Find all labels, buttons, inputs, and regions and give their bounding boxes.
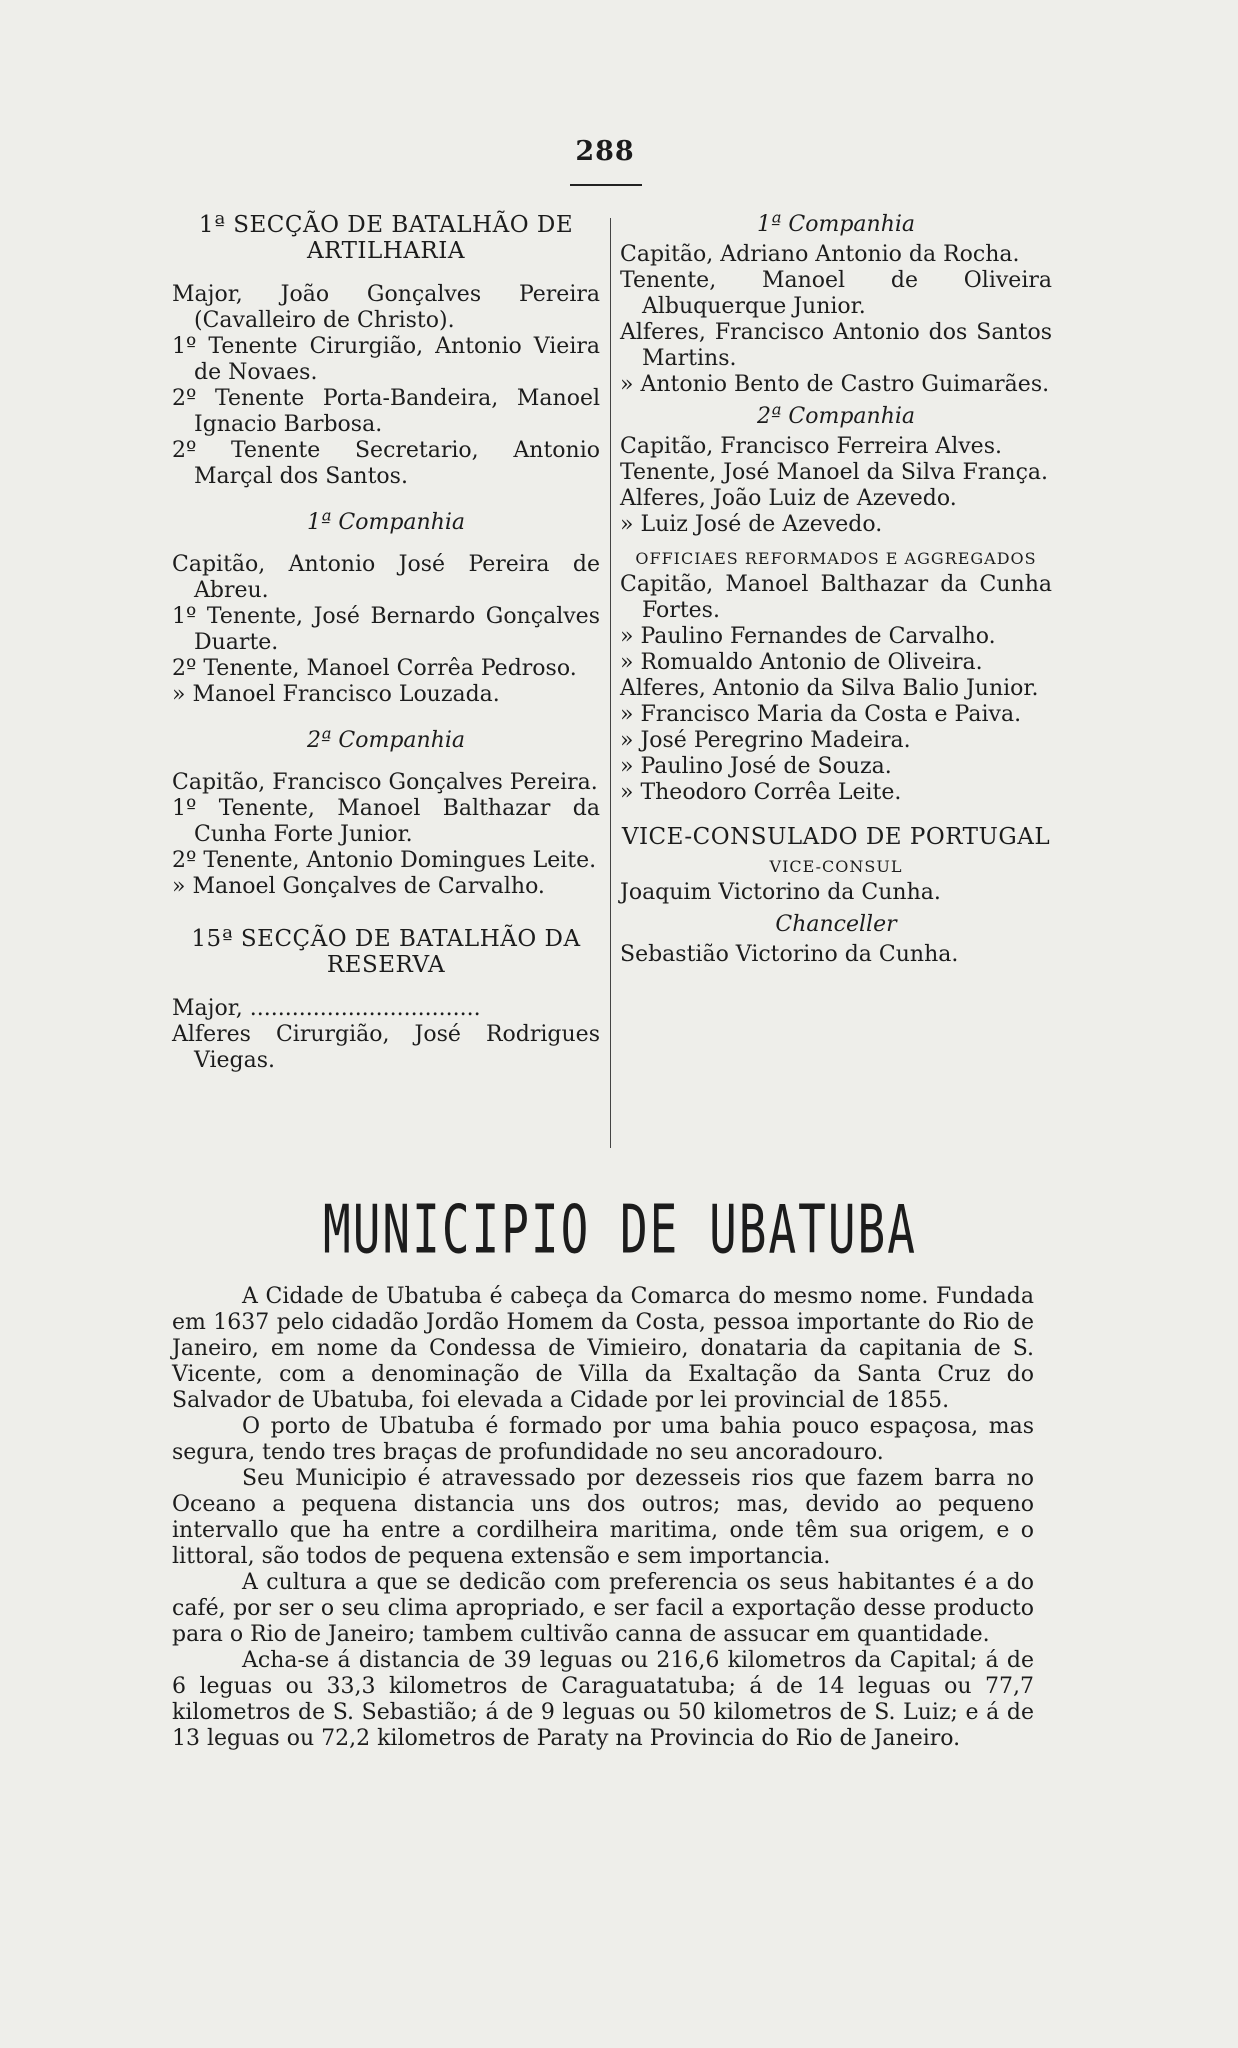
municipality-text [172, 1284, 1034, 1752]
page-number: 288 [575, 136, 635, 167]
municipality-paragraph: O porto de Ubatuba é formado por uma bahia pouco espaçosa, mas segura, tendo tres braças de profundidade no seu ancoradouro. [172, 1414, 1034, 1465]
right-company1-entry: » Antonio Bento de Castro Guimarães. [620, 372, 1050, 397]
municipality-paragraph: A Cidade de Ubatuba é cabeça da Comarca do mesmo nome. Fundada em 1637 pelo cidadão Jordão Homem da Costa, pessoa importante do Rio de Janeiro, em nome da Condessa de Vimieiro, donataria da capitania de S. Vicente, com a denominação de Villa da Exaltação da Santa Cruz do Salvador de Ubatuba, foi elevada a Cidade por lei provincial de 1855. [172, 1284, 1034, 1413]
right-company1-title: 1ª Companhia [756, 212, 916, 237]
retired-entry: » José Peregrino Madeira. [620, 728, 911, 753]
chancellor-name: Sebastião Victorino da Cunha. [620, 942, 959, 967]
left-company1-entry: » Manoel Francisco Louzada. [172, 682, 500, 707]
section15-entry: Alferes Cirurgião, José Rodrigues Viegas. [172, 1022, 600, 1073]
left-company1-entry: 1º Tenente, José Bernardo Gonçalves Duarte. [172, 604, 600, 655]
section1-officer: 2º Tenente Secretario, Antonio Marçal dos Santos. [172, 438, 600, 489]
retired-entry: » Paulino José de Souza. [620, 754, 892, 779]
right-company2-entry: Tenente, José Manoel da Silva França. [620, 460, 1049, 485]
right-company1-entry: Capitão, Adriano Antonio da Rocha. [620, 242, 1020, 267]
retired-entry: » Romualdo Antonio de Oliveira. [620, 650, 983, 675]
consulate-heading: VICE-CONSULADO DE PORTUGAL [621, 824, 1051, 850]
section1-officer: Major, João Gonçalves Pereira (Cavalleiro de Christo). [172, 282, 600, 333]
left-company1-title: 1ª Companhia [306, 510, 466, 535]
left-company1-entry: Capitão, Antonio José Pereira de Abreu. [172, 552, 600, 603]
right-company2-title: 2ª Companhia [756, 404, 916, 429]
page-number-rule [570, 184, 642, 186]
right-company1-entry: Alferes, Francisco Antonio dos Santos Martins. [620, 320, 1052, 371]
retired-entry: » Theodoro Corrêa Leite. [620, 780, 902, 805]
left-company1-entry: 2º Tenente, Manoel Corrêa Pedroso. [172, 656, 577, 681]
left-column [172, 212, 600, 1074]
section1-heading: 1ª SECÇÃO DE BATALHÃO DE ARTILHARIA [198, 212, 574, 264]
vice-consul-title: VICE-CONSUL [769, 857, 903, 876]
right-company2-entry: Capitão, Francisco Ferreira Alves. [620, 434, 1002, 459]
municipality-paragraph: Seu Municipio é atravessado por dezesseis rios que fazem barra no Oceano a pequena distancia uns dos outros; mas, devido ao pequeno intervallo que ha entre a cordilheira maritima, onde têm sua origem, e o littoral, são todos de pequena extensão e sem importancia. [172, 1466, 1034, 1569]
retired-entry: Alferes, Antonio da Silva Balio Junior. [620, 676, 1039, 701]
column-divider [610, 218, 611, 1148]
left-company2-entry: 1º Tenente, Manoel Balthazar da Cunha Forte Junior. [172, 796, 600, 847]
municipality-title: MUNICIPIO DE UBATUBA [323, 1190, 917, 1269]
right-company1-entry: Tenente, Manoel de Oliveira Albuquerque Junior. [620, 268, 1052, 319]
section15-heading: 15ª SECÇÃO DE BATALHÃO DA RESERVA [191, 926, 581, 978]
left-company2-entry: » Manoel Gonçalves de Carvalho. [172, 874, 545, 899]
chancellor-title: Chanceller [775, 912, 897, 937]
section1-officer: 1º Tenente Cirurgião, Antonio Vieira de Novaes. [172, 334, 600, 385]
right-column [620, 212, 1052, 968]
retired-heading: OFFICIAES REFORMADOS E AGGREGADOS [635, 549, 1037, 568]
right-company2-entry: Alferes, João Luiz de Azevedo. [620, 486, 957, 511]
right-company2-entry: » Luiz José de Azevedo. [620, 512, 883, 537]
left-company2-entry: 2º Tenente, Antonio Domingues Leite. [172, 848, 597, 873]
left-company2-title: 2ª Companhia [306, 728, 466, 753]
section1-officer: 2º Tenente Porta-Bandeira, Manoel Ignacio Barbosa. [172, 386, 600, 437]
left-company2-entry: Capitão, Francisco Gonçalves Pereira. [172, 770, 598, 795]
vice-consul-name: Joaquim Victorino da Cunha. [620, 880, 941, 905]
retired-entry: » Paulino Fernandes de Carvalho. [620, 624, 996, 649]
municipality-paragraph: A cultura a que se dedicão com preferencia os seus habitantes é a do café, por ser o seu clima apropriado, e ser facil a exportação desse producto para o Rio de Janeiro; tambem cultivão canna de assucar em quantidade. [172, 1570, 1034, 1647]
municipality-paragraph: Acha-se á distancia de 39 leguas ou 216,6 kilometros da Capital; á de 6 leguas ou 33,3 kilometros de Caraguatatuba; á de 14 leguas ou 77,7 kilometros de S. Sebastião; á de 9 leguas ou 50 kilometros de S. Luiz; e á de 13 leguas ou 72,2 kilometros de Paraty na Provincia do Rio de Janeiro. [172, 1648, 1034, 1751]
retired-entry: Capitão, Manoel Balthazar da Cunha Fortes. [620, 572, 1052, 623]
retired-entry: » Francisco Maria da Costa e Paiva. [620, 702, 1022, 727]
section15-entry: Major, ................................. [172, 996, 481, 1021]
